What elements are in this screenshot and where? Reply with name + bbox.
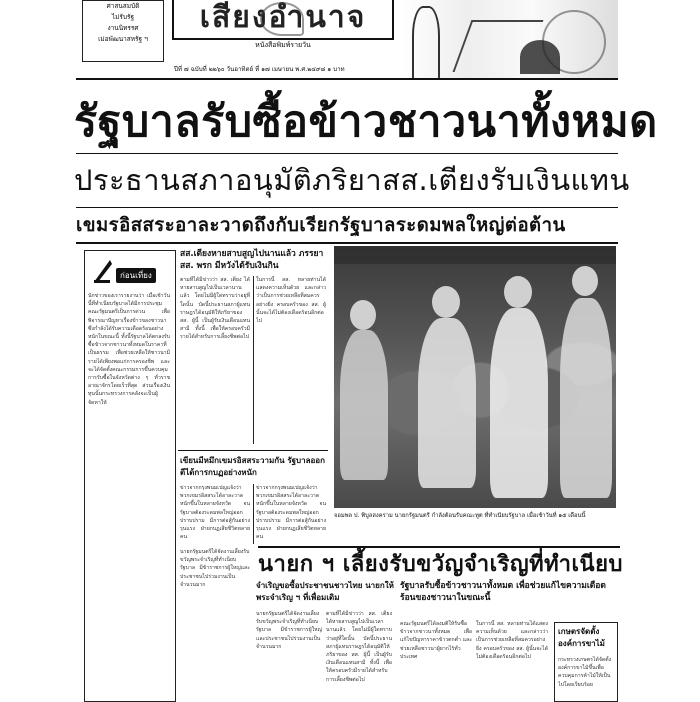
- story2-text: ข่าวจากกรุงพนมเปญแจ้งว่า พวกเขมรอิสสระได้อาละวาดหนักขึ้นในหลายจังหวัด จนรัฐบาลต้องระดมพลใหญ่ออกปราบปราม มีการต่อสู้กันอย่างรุนแรง ฝ่ายกบฏเสียชีวิตหลายคน: [180, 485, 250, 541]
- masthead-left-box: [82, 0, 164, 62]
- headline-rule: [76, 153, 618, 154]
- story1-head: สส.เตียงหายสาบสูญไปนานแล้ว ภรรยา สส. พรก มีหวังได้รับเงินกิน: [180, 249, 324, 271]
- masthead-left-line: งานนิทรรศ: [107, 24, 139, 32]
- news-photo: [334, 246, 616, 508]
- story4-text: นายกรัฐมนตรีได้จัดงานเลี้ยงรับขวัญพระจำเริญที่ทำเนียบรัฐบาล มีข้าราชการผู้ใหญ่และประชาชนไปร่วมงานเป็นจำนวนมาก: [180, 549, 250, 588]
- masthead-left-line: ศาสนสมบัติ: [106, 2, 140, 10]
- issue-line: ปีที่ ๗ ฉบับที่ ๒๒๖๐ วันอาทิตย์ ที่ ๑๗ เมษายน พ.ศ.๒๔๙๘ ๑ บาท: [174, 66, 345, 73]
- story4-head: จำเริญขอซื้อประชาชนชาวไทย นายกให้พระจำเริญ ฯ ที่เพื่อมเดิม: [256, 581, 394, 602]
- masthead-logo: [168, 0, 394, 60]
- bottom-rule: [258, 546, 620, 548]
- bird-emblem-icon: [260, 2, 304, 36]
- newspaper-title: เสียงอำนาจ: [172, 0, 394, 40]
- story3-text-b: ในการนี้ สส. หลายท่านได้แสดงความเห็นด้วย และกล่าวว่าเป็นการช่วยเหลือที่สมควรอย่างยิ่ง ครอบครัวของ สส. ผู้นั้นจะได้ไม่ต้องเดือดร้อนอีกต่อไป: [476, 621, 548, 660]
- masthead-left-line: ไม่รับรัฐ: [111, 13, 135, 21]
- story3-head: รัฐบาลรับซื้อข้าวชาวนาทั้งหมด เพื่อช่วยแก้ไขความเดือดร้อนของชาวนาในขณะนี้: [400, 581, 606, 603]
- story4-text-b: นายกรัฐมนตรีได้จัดงานเลี้ยงรับขวัญพระจำเริญที่ทำเนียบรัฐบาล มีข้าราชการผู้ใหญ่และประชาชนไปร่วมงานเป็นจำนวนมาก: [256, 611, 322, 650]
- story1-text-left: ตามที่ได้มีข่าวว่า สส. เตียง ได้หายสาบสูญไปเป็นเวลานานแล้ว โดยไม่มีผู้ใดทราบว่าอยู่ที่ใดนั้น บัดนี้ประธานสภาผู้แทนราษฎรได้อนุมัติให้ภริยาของ สส. ผู้นี้ เป็นผู้รับเงินเดือนแทนสามี ทั้งนี้ เพื่อให้ครอบครัวมีรายได้สำหรับการเลี้ยงชีพต่อไป: [180, 277, 250, 341]
- masthead-left-line: เม่อพัฒนาสหรัฐ ฯ: [98, 35, 148, 43]
- story1-text-right: ในการนี้ สส. หลายท่านได้แสดงความเห็นด้วย และกล่าวว่าเป็นการช่วยเหลือที่สมควรอย่างยิ่ง ครอบครัวของ สส. ผู้นั้นจะได้ไม่ต้องเดือดร้อนอีกต่อไป: [256, 277, 326, 325]
- editorial-text: นักข่าวของเรารายงานว่า เมื่อเช้าวันนี้ที่ทำเนียบรัฐบาลได้มีการประชุมคณะรัฐมนตรีเป็นการด่วน เพื่อพิจารณาปัญหาเรื่องข้าวของชาวนาซึ่งกำลังได้รับความเดือดร้อนอย่างหนักในขณะนี้ ทั้งนี้รัฐบาลได้ตกลงรับซื้อข้าวจากชาวนาทั้งหมดในราคาที่เป็นธรรม เพื่อช่วยเหลือให้ชาวนามีรายได้เพียงพอแก่การครองชีพ และจะได้จัดตั้งคณะกรรมการขึ้นควบคุมการรับซื้อในจังหวัดต่าง ๆ ทั่วราชอาณาจักรโดยเร็วที่สุด ส่วนเรื่องเงินทุนนั้นกระทรวงการคลังจะเป็นผู้จัดหาให้: [88, 293, 170, 406]
- second-headline: ประธานสภาอนุมัติภริยาสส.เตียงรับเงินแทน: [74, 163, 630, 197]
- story2-text-right: ข่าวจากกรุงพนมเปญแจ้งว่า พวกเขมรอิสสระได้อาละวาดหนักขึ้นในหลายจังหวัด จนรัฐบาลต้องระดมพลใหญ่ออกปราบปราม มีการต่อสู้กันอย่างรุนแรง ฝ่ายกบฏเสียชีวิตหลายคน: [256, 485, 326, 541]
- masthead-illustration: [402, 0, 618, 78]
- sidebar-box-head: เกษตรจัดตั้ง องค์การขาไม้: [558, 627, 605, 648]
- bottom-headline: นายก ฯ เลี้ยงรับขวัญจำเริญที่ทำเนียบ: [258, 552, 623, 577]
- masthead-rule: [76, 78, 618, 80]
- story2-rule: [178, 450, 328, 451]
- quill-icon: [92, 258, 114, 284]
- column-rule: [253, 276, 254, 444]
- story3-text-a: คณะรัฐมนตรีได้ลงมติให้รับซื้อข้าวจากชาวนาทั้งหมด เพื่อแก้ไขปัญหาราคาข้าวตกต่ำ และช่วยเหลือชาวนาผู้ยากไร้ทั่วประเทศ: [400, 621, 472, 660]
- story2-head: เขียนมีหมึกเขมรอิสสระวามกัน รัฐบาลออกตีได้การกบฏอย่างหนัก: [180, 456, 325, 477]
- main-headline: รัฐบาลรับซื้อข้าวชาวนาทั้งหมด: [74, 97, 658, 147]
- newspaper-subtitle: หนังสือพิมพ์รายวัน: [255, 41, 311, 49]
- photo-caption: จอมพล ป. พิบูลสงคราม นายกรัฐมนตรี กำลังต้อนรับคณะทูต ที่ทำเนียบรัฐบาล เมื่อเช้าวันที่ ๑๕ เดือนนี้: [334, 513, 586, 519]
- column-rule: [253, 484, 254, 544]
- third-headline: เขมรอิสสระอาละวาดถึงกับเรียกรัฐบาลระดมพลใหญ่ต่อต้าน: [76, 215, 566, 236]
- story4-text-c: ตามที่ได้มีข่าวว่า สส. เตียง ได้หายสาบสูญไปเป็นเวลานานแล้ว โดยไม่มีผู้ใดทราบว่าอยู่ที่ใดนั้น บัดนี้ประธานสภาผู้แทนราษฎรได้อนุมัติให้ภริยาของ สส. ผู้นี้ เป็นผู้รับเงินเดือนแทนสามี ทั้งนี้ เพื่อให้ครอบครัวมีรายได้สำหรับการเลี้ยงชีพต่อไป: [326, 611, 392, 683]
- headline-rule: [76, 242, 618, 244]
- headline-rule: [76, 207, 618, 208]
- editorial-tag: ก่อนเที่ยง: [116, 268, 156, 283]
- sidebar-box-text: กระทรวงเกษตรได้จัดตั้งองค์การขาไม้ขึ้นเพื่อควบคุมการค้าไม้ให้เป็นไปโดยเรียบร้อย: [558, 657, 612, 688]
